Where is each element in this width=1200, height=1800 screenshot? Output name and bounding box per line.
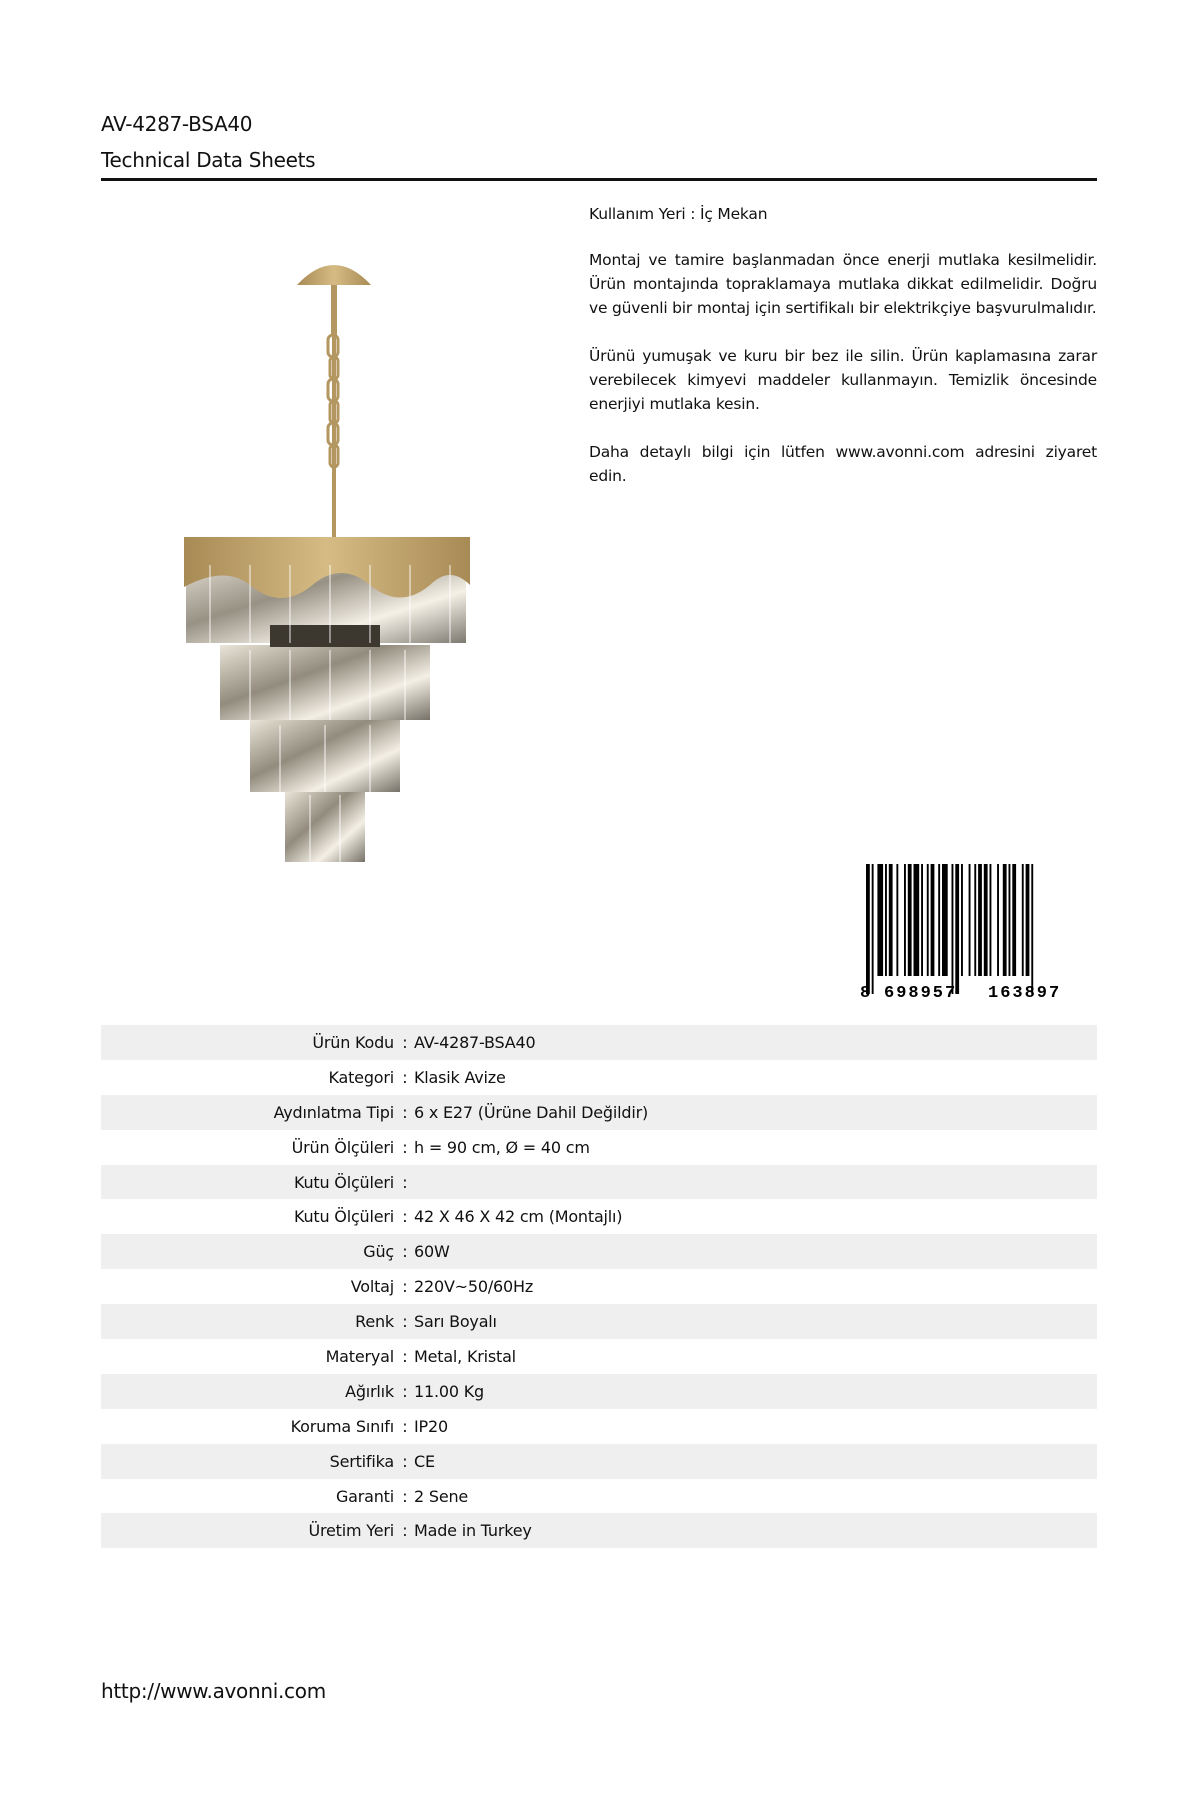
barcode-digit-lead: 8	[860, 984, 871, 1003]
spec-label: Kutu Ölçüleri	[293, 1207, 394, 1227]
spec-label: Voltaj	[350, 1277, 394, 1297]
spec-label: Aydınlatma Tipi	[273, 1102, 394, 1122]
barcode-bar	[931, 864, 935, 976]
spec-value: Metal, Kristal	[414, 1346, 516, 1366]
spec-row	[101, 1199, 1097, 1234]
spec-label: Sertifika	[329, 1451, 394, 1471]
installation-warning: Montaj ve tamire başlanmadan önce enerji mutlaka kesilmelidir. Ürün montajında topraklamaya mutlaka dikkat edilmelidir. Doğru ve güvenli bir montaj için sertifikalı bir elektrikçiye başvurulmalıdır.	[589, 251, 1097, 317]
barcode-bar	[866, 864, 870, 994]
product-code-title: AV-4287-BSA40	[101, 112, 253, 136]
spec-separator: :	[402, 1486, 408, 1506]
barcode-digits-right: 163897	[988, 984, 1062, 1003]
barcode-bar	[942, 864, 948, 976]
spec-value: h = 90 cm, Ø = 40 cm	[414, 1137, 590, 1157]
spec-separator: :	[402, 1521, 408, 1541]
barcode-bar	[896, 864, 898, 976]
usage-location: Kullanım Yeri : İç Mekan	[589, 205, 768, 223]
spec-row	[101, 1479, 1097, 1514]
spec-label: Kategori	[328, 1067, 394, 1087]
spec-value: 6 x E27 (Ürüne Dahil Değildir)	[414, 1102, 648, 1122]
barcode-bar	[938, 864, 940, 976]
barcode-bar	[997, 864, 999, 976]
spec-separator: :	[402, 1242, 408, 1262]
spec-value: 2 Sene	[414, 1486, 469, 1506]
spec-label: Kutu Ölçüleri	[293, 1172, 394, 1192]
spec-value: IP20	[414, 1416, 448, 1436]
spec-value: AV-4287-BSA40	[414, 1032, 536, 1052]
spec-label: Koruma Sınıfı	[290, 1416, 394, 1436]
barcode-bar	[1022, 864, 1024, 976]
spec-separator: :	[402, 1381, 408, 1401]
barcode-bar	[969, 864, 971, 976]
spec-row	[101, 1095, 1097, 1130]
spec-label: Güç	[363, 1242, 394, 1262]
spec-row	[101, 1025, 1097, 1060]
chandelier-product-image	[150, 225, 590, 945]
spec-separator: :	[402, 1032, 408, 1052]
barcode-bar	[889, 864, 893, 976]
website-link[interactable]: http://www.avonni.com	[101, 1679, 326, 1703]
barcode-bar	[952, 864, 954, 994]
barcode-bar	[927, 864, 929, 976]
spec-label: Üretim Yeri	[308, 1521, 394, 1541]
spec-label: Materyal	[325, 1346, 394, 1366]
spec-separator: :	[402, 1137, 408, 1157]
spec-label: Garanti	[335, 1486, 394, 1506]
barcode-bar	[914, 864, 920, 976]
spec-separator: :	[402, 1416, 408, 1436]
barcode-bar	[984, 864, 988, 976]
spec-row	[101, 1269, 1097, 1304]
spec-separator: :	[402, 1067, 408, 1087]
spec-row	[101, 1339, 1097, 1374]
more-info-note: Daha detaylı bilgi için lütfen www.avonni.com adresini ziyaret edin.	[589, 443, 1097, 485]
spec-separator: :	[402, 1102, 408, 1122]
spec-value: Made in Turkey	[414, 1521, 532, 1541]
barcode-bar	[1026, 864, 1030, 976]
barcode-bar	[1009, 864, 1011, 976]
spec-value: Sarı Boyalı	[414, 1312, 497, 1332]
header-divider	[101, 178, 1097, 181]
spec-row	[101, 1374, 1097, 1409]
spec-row	[101, 1130, 1097, 1165]
spec-separator: :	[402, 1172, 408, 1192]
specifications-table	[101, 1025, 1097, 1548]
barcode-bar	[1012, 864, 1016, 976]
spec-label: Renk	[355, 1312, 394, 1332]
barcode-bar	[955, 864, 959, 994]
barcode-bar	[974, 864, 976, 976]
barcode-bar	[978, 864, 982, 976]
barcode-bar	[990, 864, 992, 976]
spec-separator: :	[402, 1451, 408, 1471]
spec-value: 42 X 46 X 42 cm (Montajlı)	[414, 1207, 623, 1227]
spec-label: Ürün Ölçüleri	[291, 1137, 394, 1157]
barcode-bar	[1031, 864, 1033, 994]
spec-label: Ağırlık	[345, 1381, 394, 1401]
spec-label: Ürün Kodu	[312, 1032, 394, 1052]
spec-row	[101, 1060, 1097, 1095]
barcode-bar	[877, 864, 883, 976]
document-subtitle: Technical Data Sheets	[101, 148, 316, 172]
spec-row	[101, 1234, 1097, 1269]
spec-value: 220V~50/60Hz	[414, 1277, 534, 1297]
spec-value: 11.00 Kg	[414, 1381, 484, 1401]
spec-separator: :	[402, 1207, 408, 1227]
cleaning-instructions: Ürünü yumuşak ve kuru bir bez ile silin. Ürün kaplamasına zarar verebilecek kimyevi maddeler kullanmayın. Temizlik öncesinde enerjiyi mutlaka kesin.	[589, 347, 1097, 413]
spec-value: CE	[414, 1451, 435, 1471]
spec-separator: :	[402, 1346, 408, 1366]
spec-row	[101, 1513, 1097, 1548]
barcode-bar	[885, 864, 887, 976]
barcode-bar	[908, 864, 912, 976]
barcode-bar	[921, 864, 923, 976]
spec-separator: :	[402, 1312, 408, 1332]
spec-row	[101, 1409, 1097, 1444]
barcode-bar	[872, 864, 874, 994]
canopy-shape	[297, 265, 371, 285]
product-info-text	[589, 202, 1097, 512]
barcode-bar	[904, 864, 906, 976]
barcode-bar	[1003, 864, 1007, 976]
barcode-bar	[961, 864, 963, 976]
spec-row	[101, 1165, 1097, 1200]
spec-value: 60W	[414, 1242, 450, 1262]
spec-value: Klasik Avize	[414, 1067, 506, 1087]
ean-barcode	[858, 864, 1098, 1004]
barcode-digits-left: 698957	[884, 984, 958, 1003]
spec-row	[101, 1444, 1097, 1479]
spec-separator: :	[402, 1277, 408, 1297]
spec-row	[101, 1304, 1097, 1339]
